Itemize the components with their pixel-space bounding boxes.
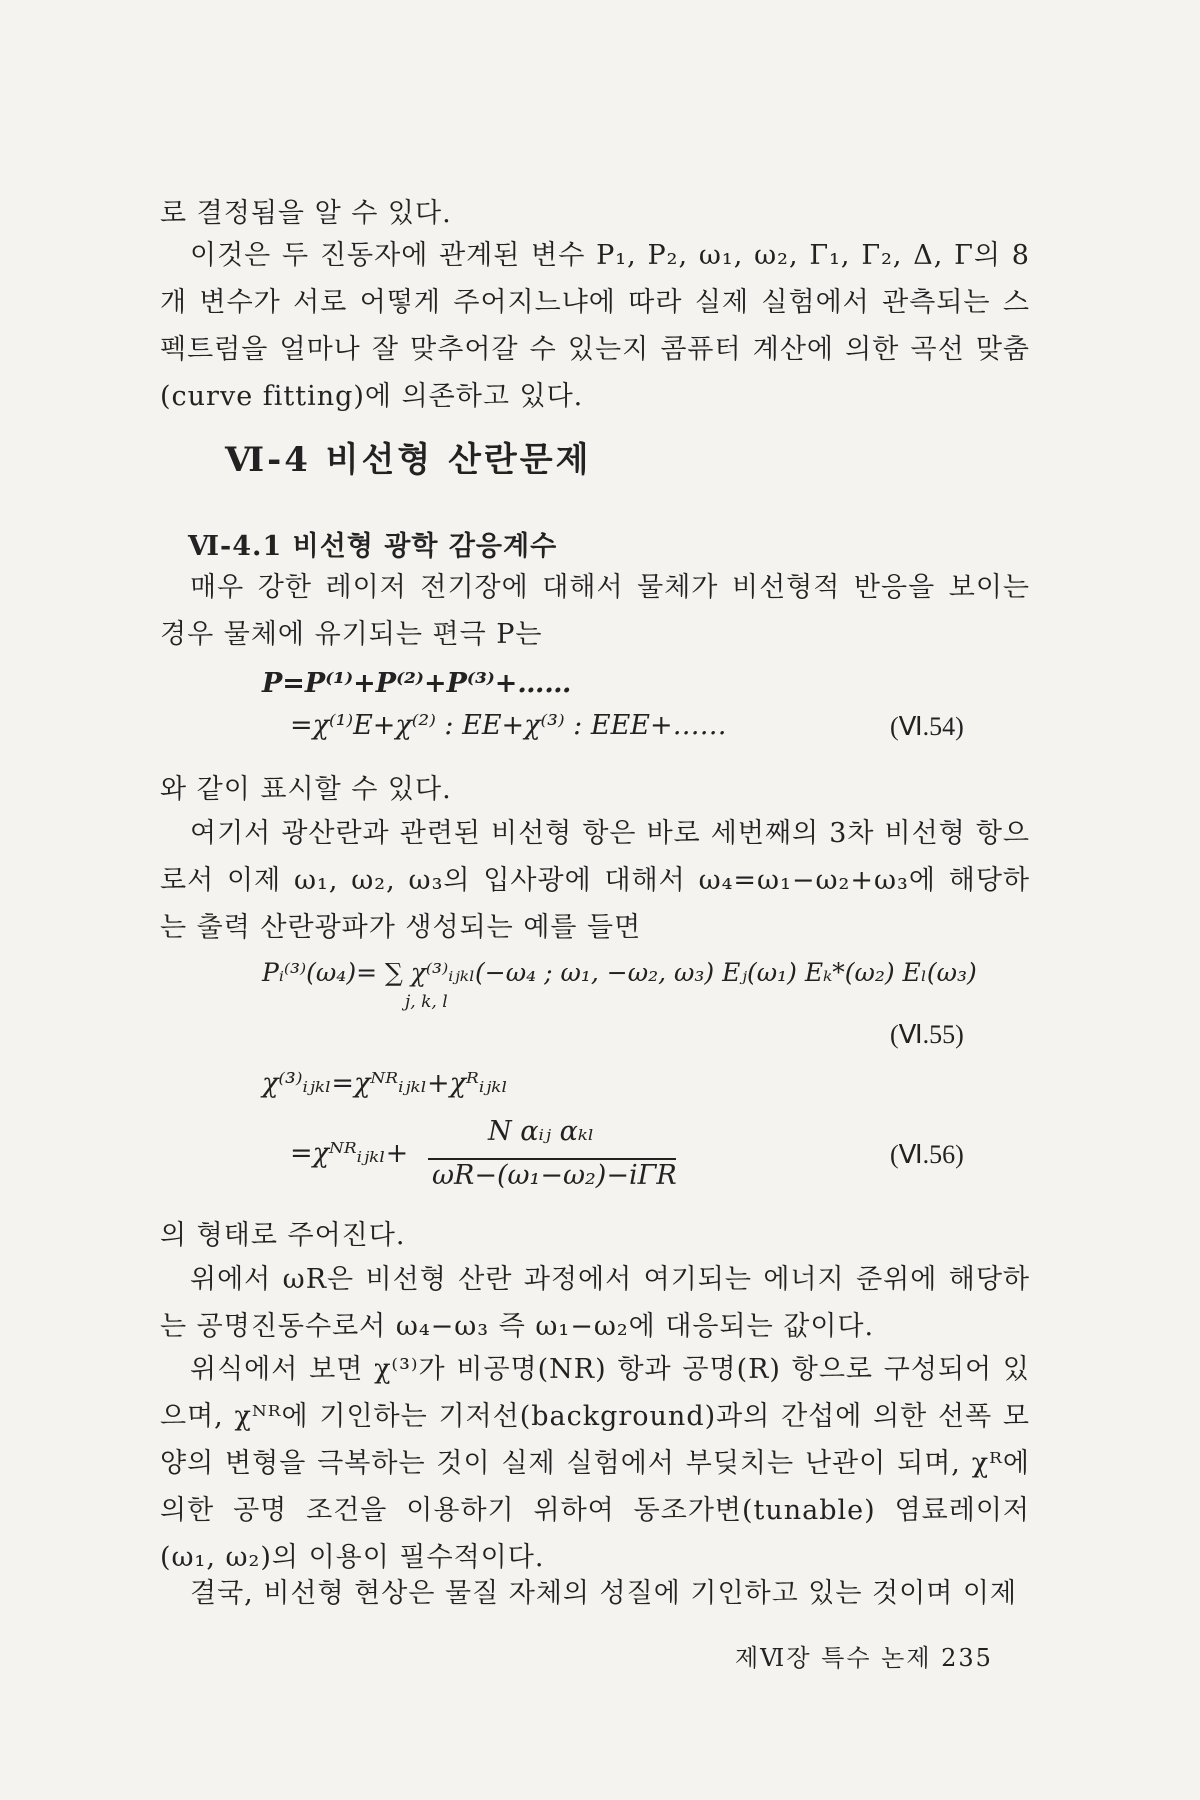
paragraph-9: 결국, 비선형 현상은 물질 자체의 성질에 기인하고 있는 것이며 이제: [190, 1578, 1018, 1609]
equation-56-number: (Ⅵ.56): [890, 1140, 964, 1169]
equation-56-numerator: N αᵢⱼ αₖₗ: [488, 1116, 595, 1147]
running-footer: 제Ⅵ장 특수 논제 235: [735, 1644, 993, 1672]
equation-55-sum-index: j, k, l: [405, 992, 448, 1012]
section-heading: Ⅵ-4 비선형 산란문제: [225, 440, 592, 480]
equation-54-line-1: P=P⁽¹⁾+P⁽²⁾+P⁽³⁾+……: [262, 668, 572, 699]
paragraph-6: 의 형태로 주어진다.: [160, 1220, 406, 1251]
paragraph-1: 로 결정됨을 알 수 있다.: [160, 198, 452, 229]
equation-55-number: (Ⅵ.55): [890, 1020, 964, 1049]
paragraph-5: 여기서 광산란과 관련된 비선형 항은 바로 세번째의 3차 비선형 항으로서 이제 ω₁, ω₂, ω₃의 입사광에 대해서 ω₄=ω₁−ω₂+ω₃에 해당하는 출력 산란광파가 생성되는 예를 들면: [160, 818, 1030, 943]
equation-54-number: (Ⅵ.54): [890, 712, 964, 741]
equation-56-line-1: χ⁽³⁾ᵢⱼₖₗ=χᴺᴿᵢⱼₖₗ+χᴿᵢⱼₖₗ: [262, 1068, 508, 1099]
paragraph-2: 이것은 두 진동자에 관계된 변수 P₁, P₂, ω₁, ω₂, Γ₁, Γ₂, Δ, Γ의 8개 변수가 서로 어떻게 주어지느냐에 따라 실제 실험에서 관측되는 스펙트럼을 얼마나 잘 맞추어갈 수 있는지 콤퓨터 계산에 의한 곡선 맞춤(curve fitting)에 의존하고 있다.: [160, 240, 1030, 412]
paragraph-3: 매우 강한 레이저 전기장에 대해서 물체가 비선형적 반응을 보이는 경우 물체에 유기되는 편극 P는: [160, 572, 1030, 650]
equation-56-denominator: ωR−(ω₁−ω₂)−iΓR: [432, 1160, 677, 1191]
paragraph-7: 위에서 ωR은 비선형 산란 과정에서 여기되는 에너지 준위에 해당하는 공명진동수로서 ω₄−ω₃ 즉 ω₁−ω₂에 대응되는 값이다.: [160, 1264, 1030, 1342]
paragraph-8: 위식에서 보면 χ⁽³⁾가 비공명(NR) 항과 공명(R) 항으로 구성되어 있으며, χᴺᴿ에 기인하는 기저선(background)과의 간섭에 의한 선폭 모양의 변형을 극복하는 것이 실제 실험에서 부딪치는 난관이 되며, χᴿ에 의한 공명 조건을 이용하기 위하여 동조가변(tunable) 염료레이저(ω₁, ω₂)의 이용이 필수적이다.: [160, 1354, 1030, 1573]
subsection-heading: Ⅵ-4.1 비선형 광학 감응계수: [188, 531, 558, 562]
equation-56-line-2: =χᴺᴿᵢⱼₖₗ+: [290, 1138, 409, 1169]
equation-54-line-2: =χ⁽¹⁾E+χ⁽²⁾ : EE+χ⁽³⁾ : EEE+……: [290, 710, 727, 741]
equation-55: Pᵢ⁽³⁾(ω₄)= ∑ χ⁽³⁾ᵢⱼₖₗ(−ω₄ ; ω₁, −ω₂, ω₃) Eⱼ(ω₁) Eₖ*(ω₂) Eₗ(ω₃): [262, 958, 977, 987]
paragraph-4: 와 같이 표시할 수 있다.: [160, 774, 452, 805]
